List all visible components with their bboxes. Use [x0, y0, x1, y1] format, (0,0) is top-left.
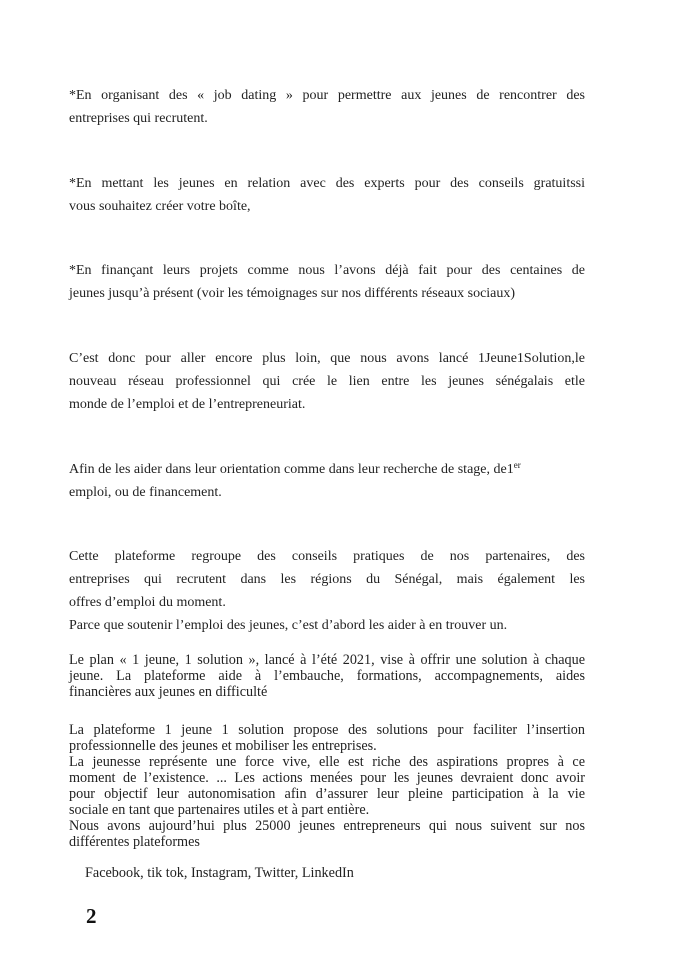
text-line: financières aux jeunes en difficulté [69, 684, 268, 700]
text-line: professionnelle des jeunes et mobiliser les entreprises. [69, 738, 377, 754]
text-line: vous souhaitez créer votre boîte, [69, 199, 251, 214]
text-line: Cette plateforme regroupe des conseils pratiques de nos partenaires, des [69, 549, 585, 564]
text-line: *En finançant leurs projets comme nous l’avons déjà fait pour des centaines de [69, 263, 585, 278]
text-line: nouveau réseau professionnel qui crée le lien entre les jeunes sénégalais etle [69, 374, 585, 389]
text-line: jeunes jusqu’à présent (voir les témoignages sur nos différents réseaux sociaux) [69, 286, 516, 301]
text-line: *En mettant les jeunes en relation avec des experts pour des conseils gratuitssi [69, 176, 585, 191]
paragraph-experts [69, 172, 585, 218]
text-line: Le plan « 1 jeune, 1 solution », lancé à l’été 2021, vise à offrir une solution à chaque [69, 652, 585, 668]
paragraph-financing [69, 259, 585, 305]
text-line: emploi, ou de financement. [69, 485, 222, 500]
paragraph-insertion [69, 722, 585, 850]
paragraph-plan [69, 652, 585, 700]
text-line: entreprises qui recrutent. [69, 111, 208, 126]
paragraph-job-dating [69, 84, 585, 130]
text-line: Parce que soutenir l’emploi des jeunes, c’est d’abord les aider à en trouver un. [69, 618, 508, 633]
text-line: pour objectif leur autonomisation afin d’assurer leur pleine participation à la vie [69, 786, 585, 802]
superscript: er [513, 460, 521, 470]
paragraph-orientation [69, 458, 585, 504]
text-line [69, 458, 585, 481]
text-line: Nous avons aujourd’hui plus 25000 jeunes entrepreneurs qui nous suivent sur nos [69, 818, 585, 834]
text-line: monde de l’emploi et de l’entrepreneuriat. [69, 397, 306, 412]
text-line: différentes plateformes [69, 834, 200, 850]
social-networks-list: Facebook, tik tok, Instagram, Twitter, LinkedIn [85, 865, 354, 881]
text-line: moment de l’existence. ... Les actions menées pour les jeunes devraient donc avoir [69, 770, 585, 786]
text-line: La plateforme 1 jeune 1 solution propose des solutions pour faciliter l’insertion [69, 722, 585, 738]
paragraph-launch [69, 347, 585, 416]
text-line: C’est donc pour aller encore plus loin, que nous avons lancé 1Jeune1Solution,le [69, 351, 585, 366]
page-number: 2 [86, 904, 97, 928]
text-line: La jeunesse représente une force vive, elle est riche des aspirations propres à ce [69, 754, 585, 770]
text-line: entreprises qui recrutent dans les régions du Sénégal, mais également les [69, 572, 585, 587]
text-line: *En organisant des « job dating » pour permettre aux jeunes de rencontrer des [69, 88, 585, 103]
text-line: jeune. La plateforme aide à l’embauche, formations, accompagnements, aides [69, 668, 585, 684]
text-fragment: Afin de les aider dans leur orientation comme dans leur recherche de stage, de1 [69, 462, 514, 477]
text-line: offres d’emploi du moment. [69, 595, 226, 610]
text-line: sociale en tant que partenaires utiles et à part entière. [69, 802, 370, 818]
paragraph-platform [69, 545, 585, 637]
